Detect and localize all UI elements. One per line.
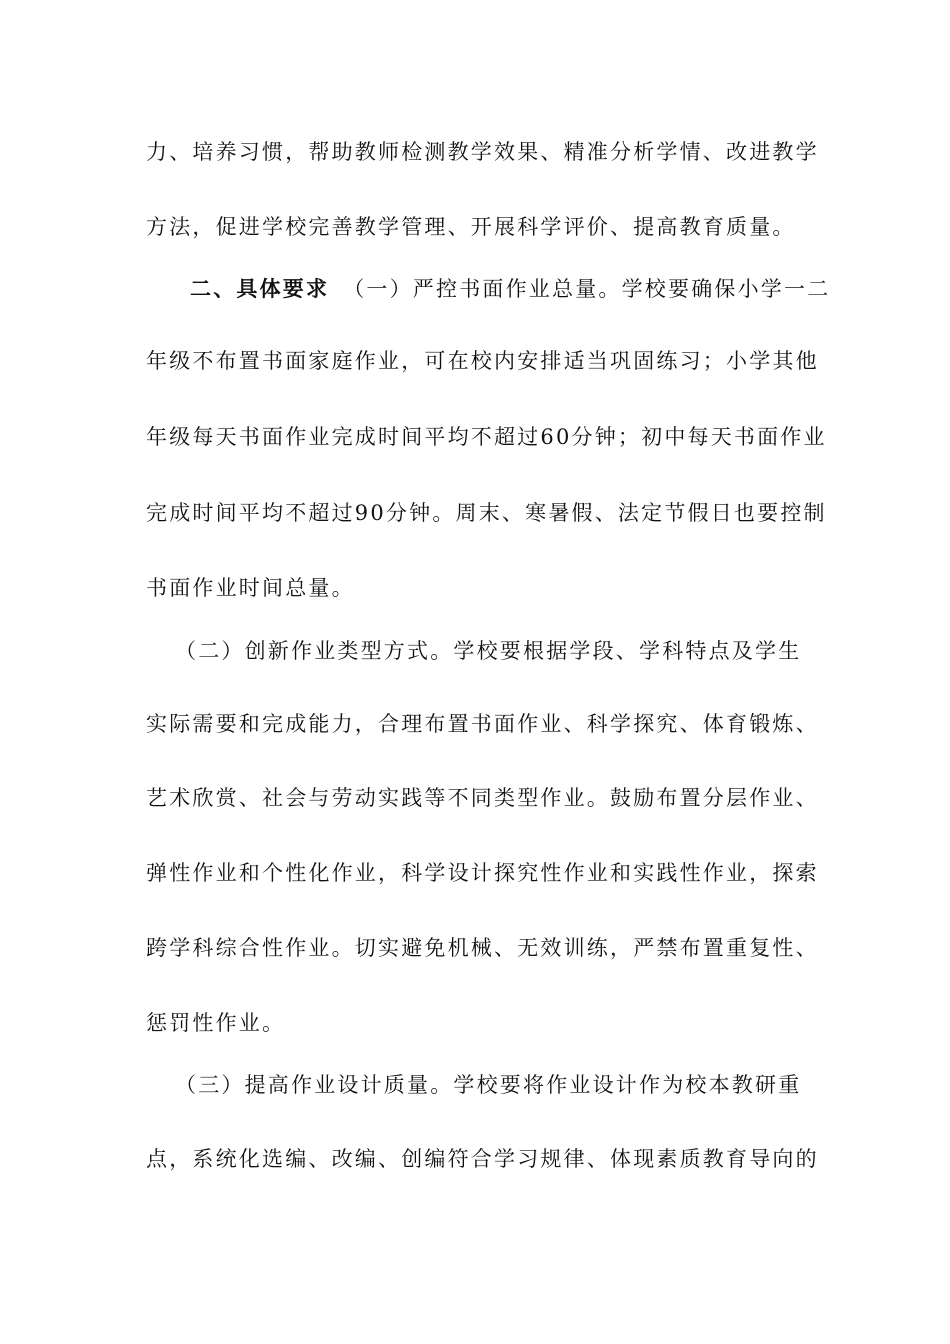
paragraph-line: 方法，促进学校完善教学管理、开展科学评价、提高教育质量。 [146, 215, 796, 239]
subsection-text: （一）严控书面作业总量。学校要确保小学一二 [343, 277, 831, 301]
paragraph-line: 弹性作业和个性化作业，科学设计探究性作业和实践性作业，探索 [146, 861, 819, 885]
paragraph-line: （三）提高作业设计质量。学校要将作业设计作为校本教研重 [175, 1073, 802, 1097]
paragraph-line: 惩罚性作业。 [146, 1011, 286, 1035]
section-heading: 二、具体要求 [190, 276, 330, 301]
paragraph-line: 艺术欣赏、社会与劳动实践等不同类型作业。鼓励布置分层作业、 [146, 786, 819, 810]
paragraph-line: 力、培养习惯，帮助教师检测教学效果、精准分析学情、改进教学 [146, 140, 819, 164]
paragraph-line: 书面作业时间总量。 [146, 576, 355, 600]
paragraph-line [190, 274, 830, 304]
paragraph-line: 年级每天书面作业完成时间平均不超过60分钟；初中每天书面作业 [146, 425, 827, 449]
paragraph-line: 实际需要和完成能力，合理布置书面作业、科学探究、体育锻炼、 [146, 712, 819, 736]
paragraph-line: 完成时间平均不超过90分钟。周末、寒暑假、法定节假日也要控制 [146, 501, 827, 525]
paragraph-line: 跨学科综合性作业。切实避免机械、无效训练，严禁布置重复性、 [146, 936, 819, 960]
paragraph-line: 年级不布置书面家庭作业，可在校内安排适当巩固练习；小学其他 [146, 349, 819, 373]
paragraph-line: （二）创新作业类型方式。学校要根据学段、学科特点及学生 [175, 639, 802, 663]
paragraph-line: 点，系统化选编、改编、创编符合学习规律、体现素质教育导向的 [146, 1147, 819, 1171]
